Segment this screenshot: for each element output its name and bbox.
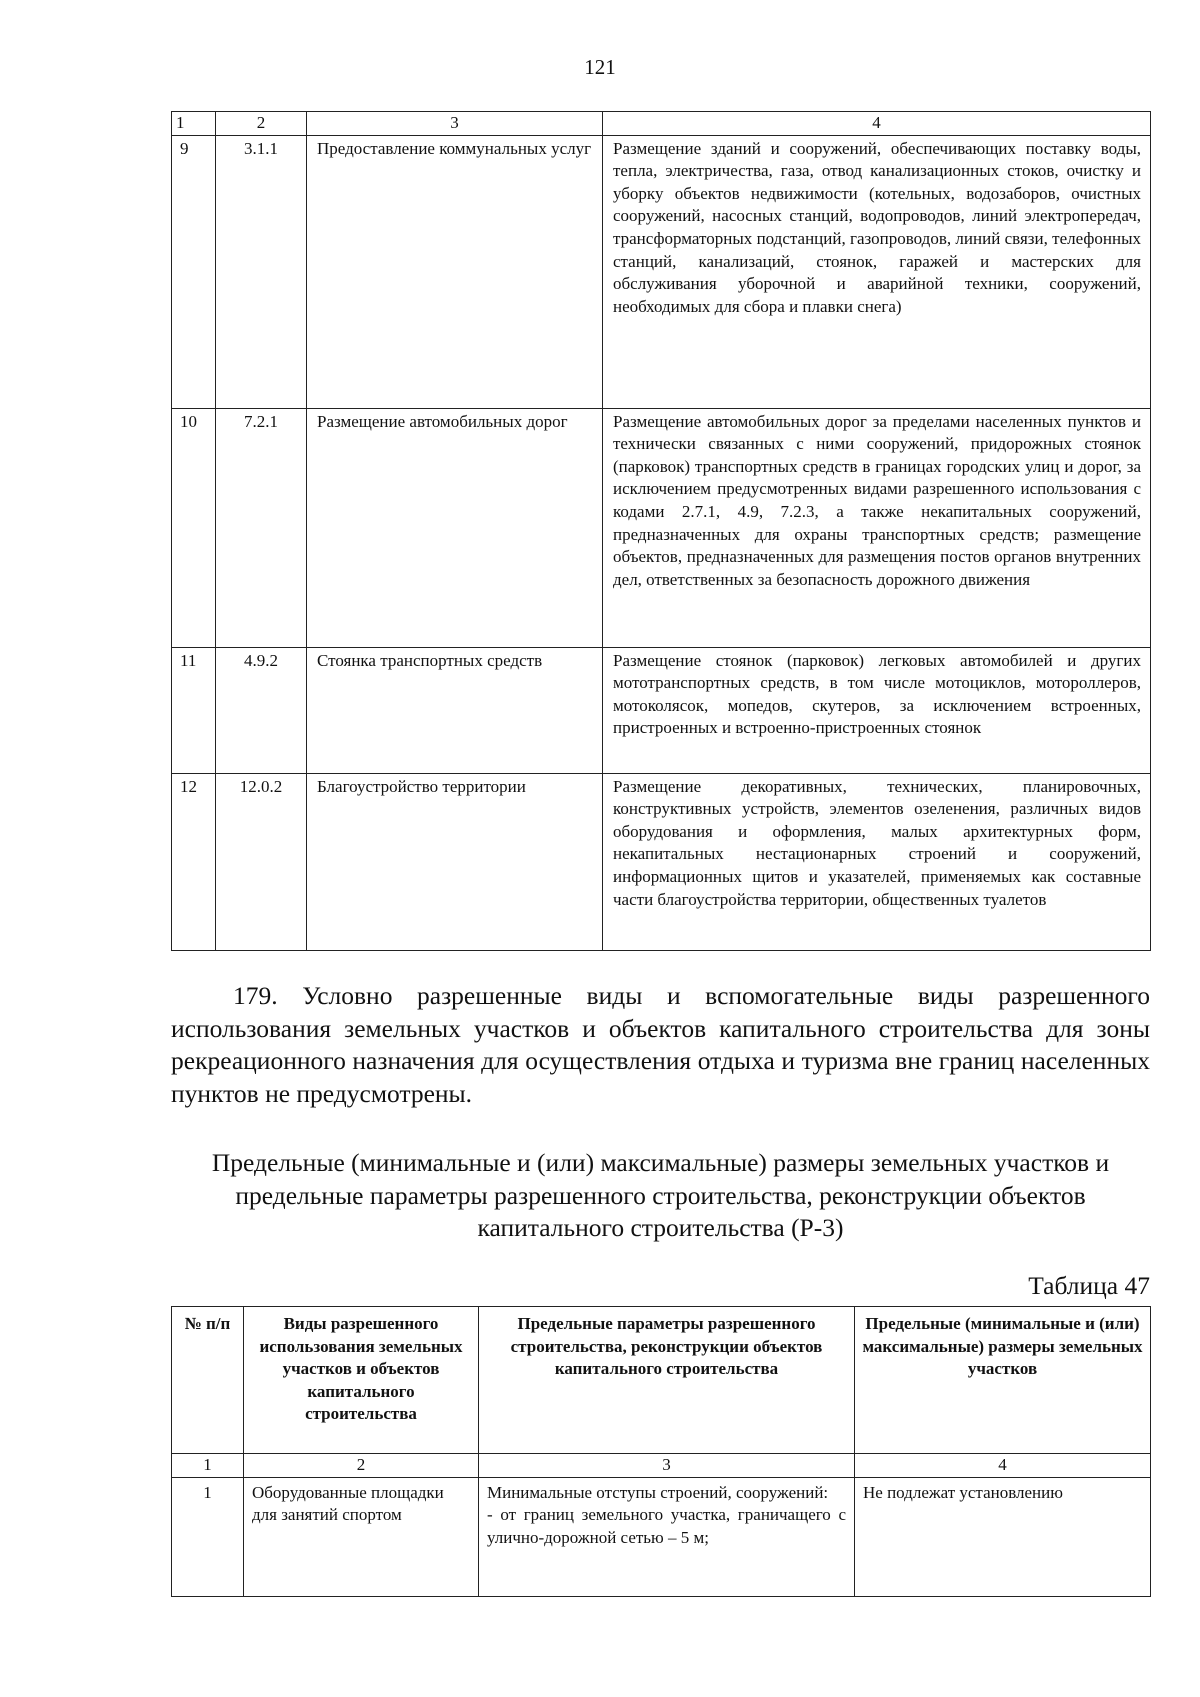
table-row <box>172 1477 1151 1596</box>
table-caption: Таблица 47 <box>1028 1271 1150 1300</box>
parameters-cell <box>479 1477 855 1596</box>
column-index-row <box>172 1454 1151 1478</box>
table-row <box>172 408 1151 647</box>
table-row <box>172 773 1151 950</box>
column-index: 2 <box>244 1454 479 1478</box>
column-header: Предельные параметры разрешенного строительства, реконструкции объектов капитального строительства <box>479 1307 855 1454</box>
section-heading: Предельные (минимальные и (или) максимальные) размеры земельных участков и предельные параметры разрешенного строительства, реконструкции объектов капитального строительства (Р-3) <box>211 1148 1110 1242</box>
row-number: 9 <box>172 135 216 408</box>
parameters-text: Минимальные отступы строений, сооружений: <box>487 1482 829 1502</box>
column-index: 4 <box>603 112 1151 136</box>
use-name: Стоянка транспортных средств <box>307 647 603 773</box>
uses-table <box>171 111 1151 951</box>
table-row <box>172 647 1151 773</box>
row-number: 11 <box>172 647 216 773</box>
use-code: 4.9.2 <box>216 647 307 773</box>
column-index-row <box>172 112 1151 136</box>
column-index: 2 <box>216 112 307 136</box>
use-description: Размещение стоянок (парковок) легковых автомобилей и других мототранспортных средств, в том числе мотоциклов, мотороллеров, мотоколясок, мопедов, скутеров, за исключением встроенных, пристроенных и встроенно-пристроенных стоянок <box>603 647 1151 773</box>
use-description: Размещение зданий и сооружений, обеспечивающих поставку воды, тепла, электричества, газа, отвод канализационных стоков, очистку и уборку объектов недвижимости (котельных, водозаборов, очистных сооружений, насосных станций, водопроводов, линий электропередач, трансформаторных подстанций, газопроводов, линий связи, телефонных станций, канализаций, стоянок, гаражей и мастерских для обслуживания уборочной и аварийной техники, сооружений, необходимых для сбора и плавки снега) <box>603 135 1151 408</box>
column-header: № п/п <box>172 1307 244 1454</box>
column-index: 3 <box>479 1454 855 1478</box>
column-index: 4 <box>855 1454 1151 1478</box>
use-code: 12.0.2 <box>216 773 307 950</box>
table-row <box>172 135 1151 408</box>
column-header: Виды разрешенного использования земельных участков и объектов капитального строительства <box>244 1307 479 1454</box>
use-code: 3.1.1 <box>216 135 307 408</box>
column-header: Предельные (минимальные и (или) максимальные) размеры земельных участков <box>855 1307 1151 1454</box>
paragraph-179: 179. Условно разрешенные виды и вспомогательные виды разрешенного использования земельных участков и объектов капитального строительства для зоны рекреационного назначения для осуществления отдыха и туризма вне границ населенных пунктов не предусмотрены. <box>171 981 1150 1108</box>
use-description: Размещение декоративных, технических, планировочных, конструктивных устройств, элементов озеленения, различных видов оборудования и оформления, малых архитектурных форм, некапитальных нестационарных строений и сооружений, информационных щитов и указателей, применяемых как составные части благоустройства территории, общественных туалетов <box>603 773 1151 950</box>
use-name: Размещение автомобильных дорог <box>307 408 603 647</box>
row-number: 10 <box>172 408 216 647</box>
column-index: 1 <box>172 1454 244 1478</box>
column-index: 1 <box>172 112 216 136</box>
parameters-item: - от границ земельного участка, граничащего с улично-дорожной сетью – 5 м; <box>487 1505 846 1547</box>
use-code: 7.2.1 <box>216 408 307 647</box>
row-number: 12 <box>172 773 216 950</box>
column-index: 3 <box>307 112 603 136</box>
params-table <box>171 1306 1151 1597</box>
use-name: Благоустройство территории <box>307 773 603 950</box>
use-name: Оборудованные площадки для занятий спортом <box>244 1477 479 1596</box>
plot-sizes: Не подлежат установлению <box>855 1477 1151 1596</box>
page-number: 121 <box>584 55 616 79</box>
use-description: Размещение автомобильных дорог за пределами населенных пунктов и технически связанных с ними сооружений, придорожных стоянок (парковок) транспортных средств в границах городских улиц и дорог, за исключением предусмотренных видами разрешенного использования с кодами 2.7.1, 4.9, 7.2.3, а также некапитальных сооружений, предназначенных для охраны транспортных средств; размещение объектов, предназначенных для размещения постов органов внутренних дел, ответственных за безопасность дорожного движения <box>603 408 1151 647</box>
use-name: Предоставление коммунальных услуг <box>307 135 603 408</box>
header-row <box>172 1307 1151 1454</box>
row-number: 1 <box>172 1477 244 1596</box>
